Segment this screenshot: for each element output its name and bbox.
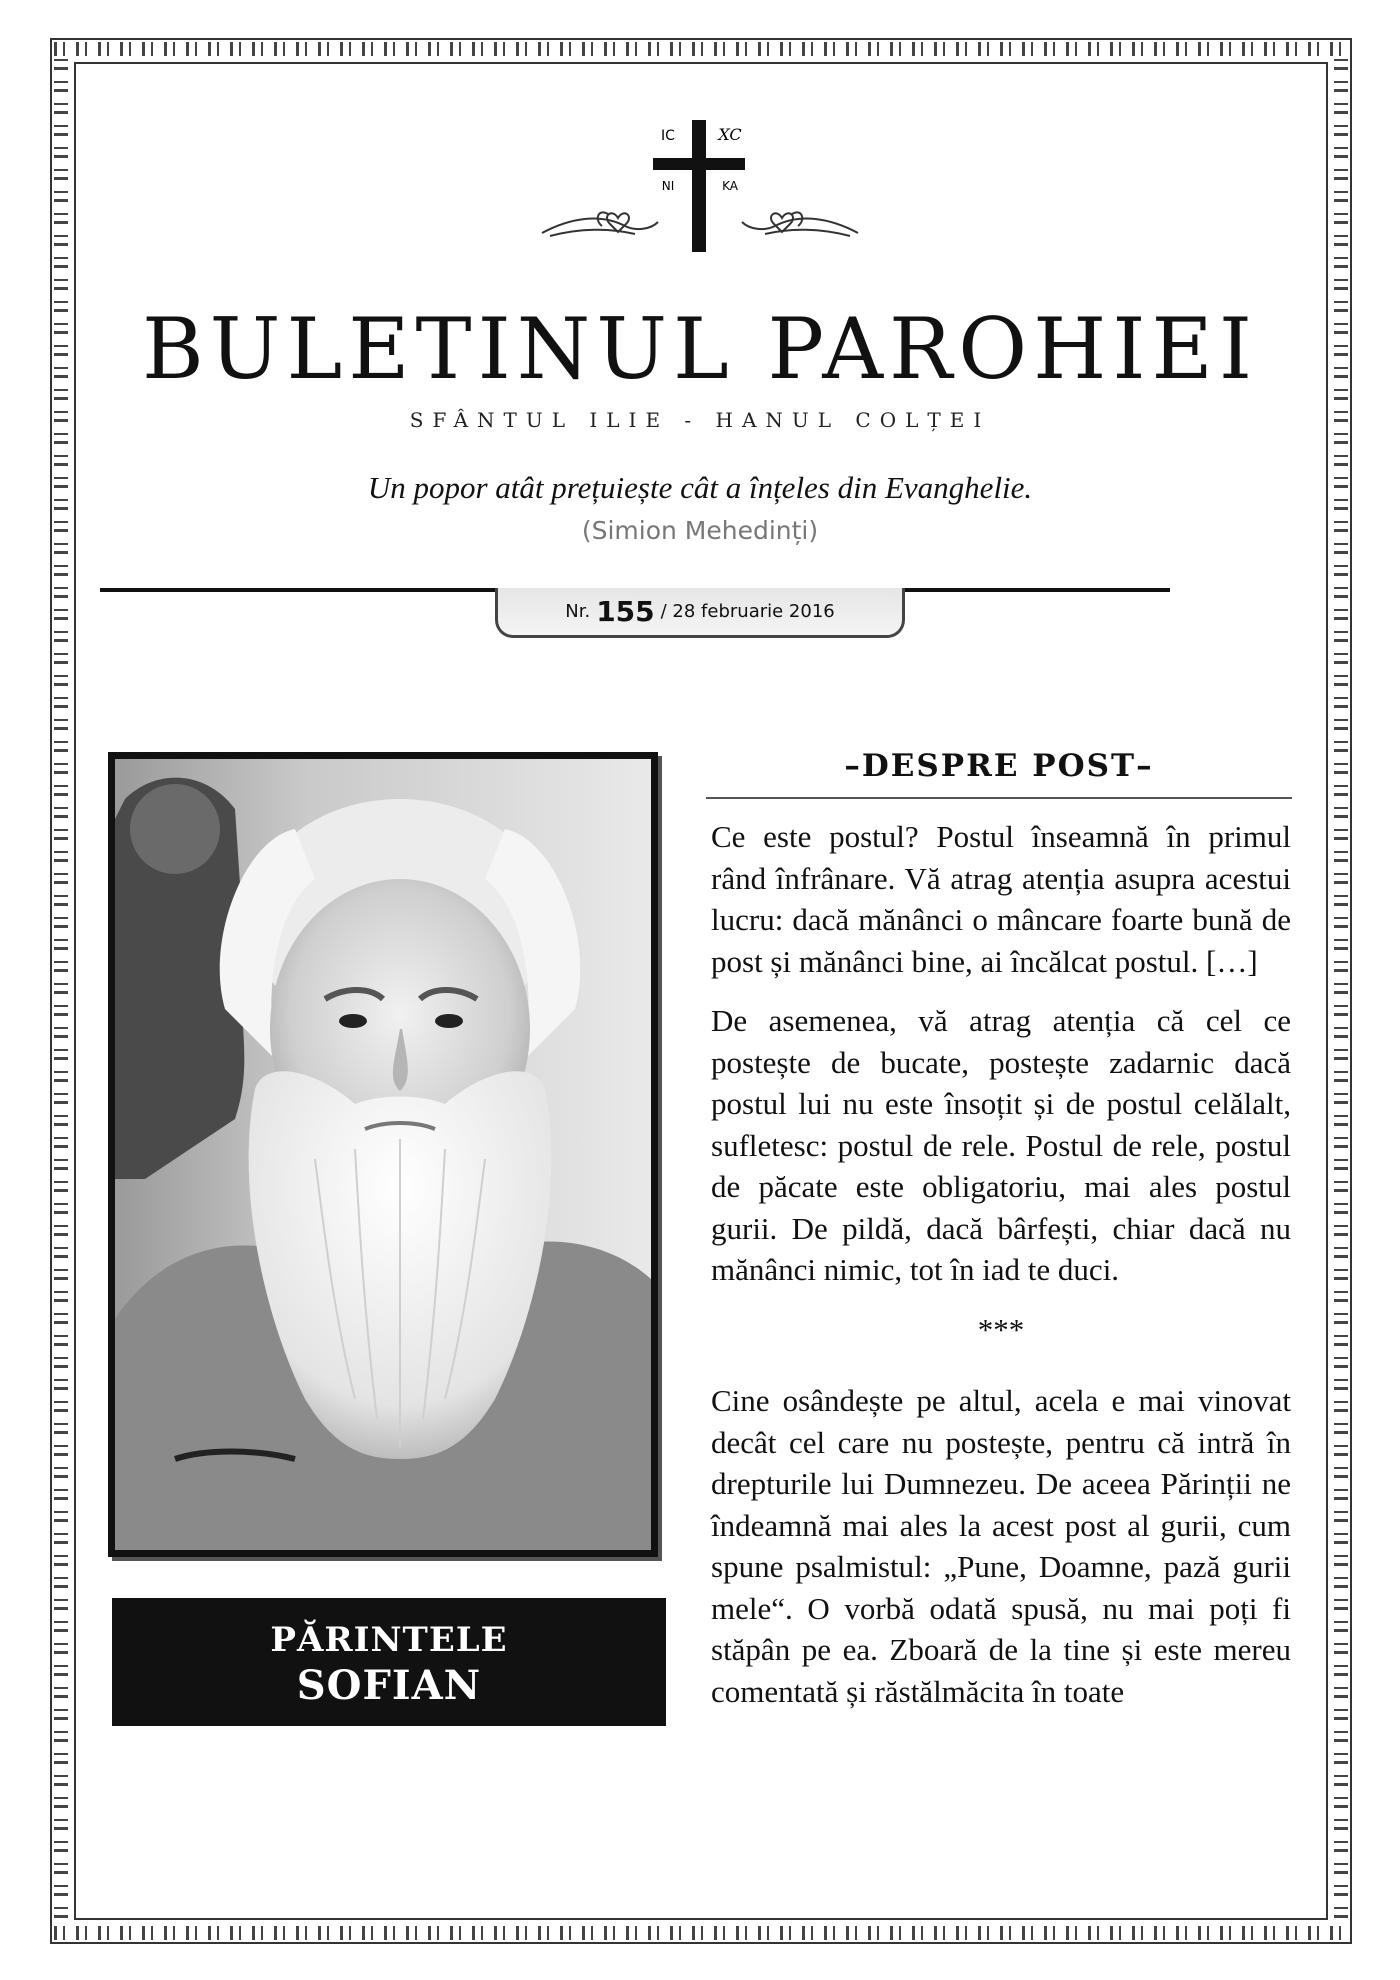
emblem-letter-ka: KA (722, 179, 738, 193)
portrait-image (115, 759, 651, 1550)
article-paragraph-1: Ce este postul? Postul înseamnă în primul rând înfrânare. Vă atrag atenția asupra acestui lucru: dacă mănânci o mâncare foarte bună de post și mănânci bine, ai încălcat postul. […] (711, 819, 1291, 979)
emblem-letter-ic: IC (661, 128, 675, 144)
quote-author: (Simion Mehedinți) (581, 516, 819, 545)
article-heading-rule (706, 797, 1292, 799)
issue-number: 155 (596, 595, 655, 628)
motto-quote: Un popor atât prețuiește cât a înțeles din Evanghelie. (367, 470, 1033, 505)
photo-caption (112, 1598, 666, 1726)
emblem-letter-ni: NI (661, 179, 675, 193)
portrait-photo (108, 752, 658, 1557)
emblem-letter-xc: XC (718, 125, 742, 144)
section-separator: *** (977, 1311, 1025, 1347)
article-body (711, 816, 1291, 1730)
issue-prefix: Nr. (565, 601, 591, 622)
issue-date: / 28 februarie 2016 (660, 601, 835, 622)
orthodox-cross-icon (540, 118, 860, 258)
issue-badge (495, 588, 905, 638)
article-heading: –DESPRE POST– (844, 748, 1154, 784)
bulletin-title: BULETINUL PAROHIEI (141, 300, 1259, 398)
article-paragraph-3: Cine osândește pe altul, acela e mai vinovat decât cel care nu postește, pentru că intră în drepturile lui Dumnezeu. De aceea Părinții ne îndeamnă mai ales la acest post al gurii, cum spune psalmistul: „Pune, Doamne, pază gurii mele“. O vorbă odată spusă, nu mai poți fi stăpân pe ea. Zboară de la tine și este mereu comentată și răstălmăcita în toate (711, 1383, 1291, 1709)
caption-line-2: SOFIAN (296, 1662, 482, 1709)
article-paragraph-2: De asemenea, vă atrag atenția că cel ce postește de bucate, postește zadarnic dacă postul lui nu este însoțit și de postul celălalt, sufletesc: postul de rele. Postul de rele, postul de păcate este obligatoriu, mai ales postul gurii. De pildă, dacă bârfești, chiar dacă nu mănânci nimic, tot în iad te duci. (711, 1003, 1291, 1287)
caption-line-1: PĂRINTELE (270, 1620, 508, 1660)
parish-subtitle: SFÂNTUL ILIE - HANUL COLȚEI (409, 408, 991, 432)
